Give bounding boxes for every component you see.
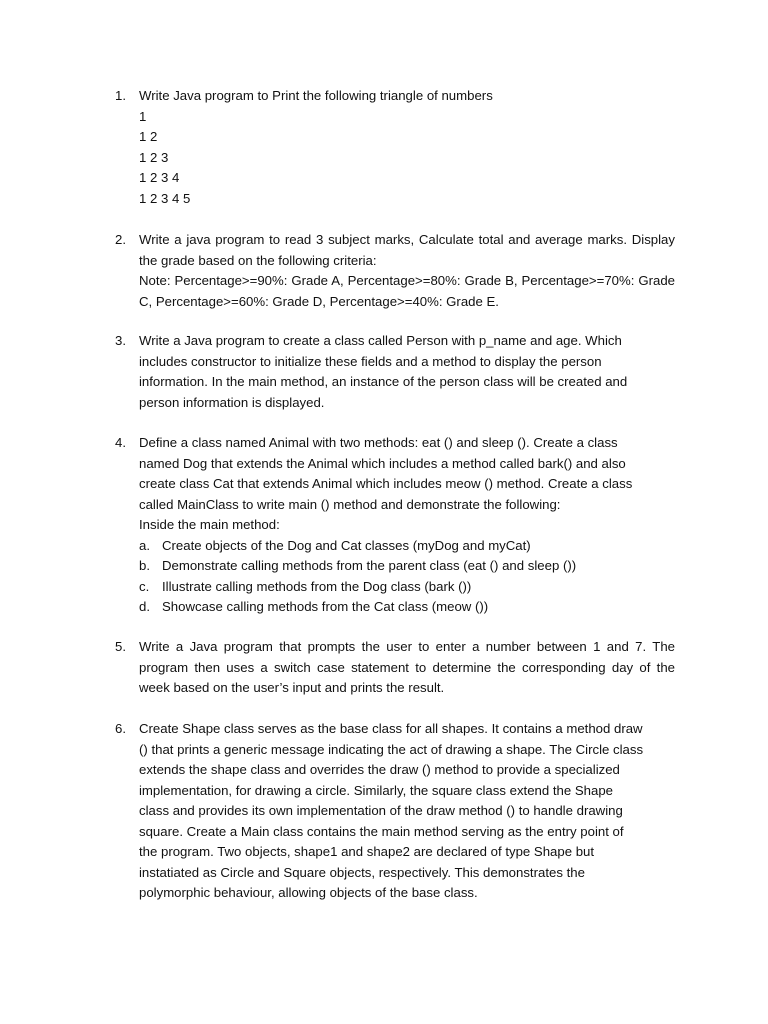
sub-item-label: b. — [139, 558, 150, 573]
question-text-line: extends the shape class and overrides the draw () method to provide a specialized — [139, 762, 620, 777]
question-number: 2. — [115, 232, 126, 247]
question-text-line: the program. Two objects, shape1 and shape2 are declared of type Shape but — [139, 844, 595, 859]
question-text-line: instatiated as Circle and Square objects, respectively. This demonstrates the — [139, 864, 585, 880]
question-text-line: named Dog that extends the Animal which includes a method called bark() and also — [139, 455, 626, 471]
question-number: 6. — [115, 721, 126, 736]
question-text-line: Create Shape class serves as the base class for all shapes. It contains a method draw — [139, 721, 643, 736]
question-text-line: create class Cat that extends Animal which includes meow () method. Create a class — [139, 476, 633, 491]
question-6 — [115, 719, 675, 904]
question-text-line: Inside the main method: — [139, 517, 280, 532]
question-text-line: implementation, for drawing a circle. Similarly, the square class extend the Shape — [139, 782, 614, 798]
sub-item — [139, 577, 675, 598]
sub-item-label: c. — [139, 578, 150, 594]
triangle-row: 1 2 3 4 5 — [139, 190, 191, 206]
question-text-line: class and provides its own implementation of the draw method () to handle drawing — [139, 803, 623, 818]
question-text-line: includes constructor to initialize these fields and a method to display the person — [139, 353, 602, 369]
sub-item-label: a. — [139, 537, 150, 553]
sub-item-text: Demonstrate calling methods from the parent class (eat () and sleep ()) — [162, 558, 577, 573]
question-5 — [115, 637, 675, 699]
triangle-row: 1 2 — [139, 129, 158, 144]
question-text-line: () that prints a generic message indicating the act of drawing a shape. The Circle class — [139, 741, 644, 757]
question-4 — [115, 433, 675, 618]
sub-item-text: Illustrate calling methods from the Dog class (bark ()) — [162, 578, 472, 594]
question-text-line: Define a class named Animal with two methods: eat () and sleep (). Create a class — [139, 435, 618, 450]
question-1 — [115, 86, 675, 209]
question-text: Write a java program to read 3 subject marks, Calculate total and average marks. Display the grade based on the following criteria: — [139, 232, 675, 268]
question-text-line: information. In the main method, an instance of the person class will be created and — [139, 374, 628, 389]
question-number: 1. — [115, 88, 126, 103]
triangle-row: 1 2 3 4 — [139, 170, 180, 185]
question-text-line: Write a Java program to create a class called Person with p_name and age. Which — [139, 333, 622, 348]
sub-item-text: Showcase calling methods from the Cat class (meow ()) — [162, 599, 489, 614]
triangle-row: 1 — [139, 108, 147, 124]
sub-item — [139, 597, 675, 618]
question-2 — [115, 230, 675, 312]
sub-item-label: d. — [139, 599, 150, 614]
question-number: 3. — [115, 333, 126, 348]
triangle-row: 1 2 3 — [139, 149, 169, 165]
question-number: 5. — [115, 639, 126, 654]
sub-item-text: Create objects of the Dog and Cat classes (myDog and myCat) — [162, 537, 531, 553]
question-text-line: called MainClass to write main () method and demonstrate the following: — [139, 496, 561, 512]
question-text-line: person information is displayed. — [139, 394, 325, 410]
question-text-line: square. Create a Main class contains the main method serving as the entry point of — [139, 823, 624, 839]
question-text: Write Java program to Print the following triangle of numbers — [139, 88, 493, 103]
question-number: 4. — [115, 435, 126, 450]
grade-note: Note: Percentage>=90%: Grade A, Percentage>=80%: Grade B, Percentage>=70%: Grade C, Percentage>=60%: Grade D, Percentage>=40%: Grade E. — [139, 273, 675, 309]
question-text-line: polymorphic behaviour, allowing objects of the base class. — [139, 885, 478, 900]
sub-item — [139, 556, 675, 577]
question-text: Write a Java program that prompts the user to enter a number between 1 and 7. The program then uses a switch case statement to determine the corresponding day of the week based on the user’s input and prints the result. — [139, 639, 675, 695]
sub-item — [139, 536, 675, 557]
question-3 — [115, 331, 675, 413]
